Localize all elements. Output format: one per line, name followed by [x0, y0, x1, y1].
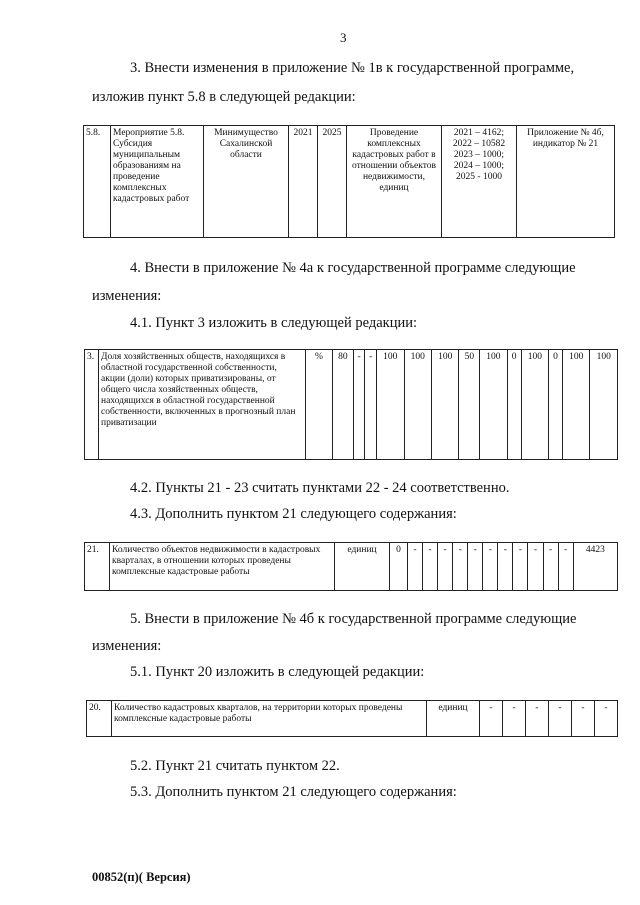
cell-v10: 100 [521, 350, 548, 460]
table-5-8 [83, 125, 615, 238]
cell-name: Доля хозяйственных обществ, находящихся в областной государственной собственности, акции (доли) которых приватизированы, от общего числа хозяйственных обществ, находящихся в областной государственной собственности, включенных в прогнозный план приватизации [99, 350, 306, 460]
cell-v7: - [483, 543, 498, 591]
section4-sub3: 4.3. Дополнить пунктом 21 следующего содержания: [130, 506, 457, 522]
cell-year-start: 2021 [289, 126, 318, 238]
cell-v12: 100 [562, 350, 589, 460]
section5-line2: изменения: [92, 638, 162, 654]
section5-sub3: 5.3. Дополнить пунктом 21 следующего содержания: [130, 784, 457, 800]
cell-v4: 100 [377, 350, 404, 460]
cell-v8: 100 [480, 350, 507, 460]
cell-v9: 0 [507, 350, 521, 460]
section5-line1: 5. Внести в приложение № 4б к государственной программе следующие [130, 611, 577, 627]
section3-line2: изложив пункт 5.8 в следующей редакции: [92, 89, 356, 105]
cell-v12: - [558, 543, 573, 591]
section4-line2: изменения: [92, 288, 162, 304]
cell-num: 3. [85, 350, 99, 460]
cell-v1: - [480, 701, 503, 737]
cell-v5: 100 [404, 350, 431, 460]
cell-unit: единиц [335, 543, 390, 591]
cell-result: Проведение комплексных кадастровых работ в отношении объектов недвижимости, единиц [347, 126, 442, 238]
cell-v13: 4423 [573, 543, 617, 591]
cell-v2: - [407, 543, 422, 591]
cell-v5: - [453, 543, 468, 591]
section4-sub2: 4.2. Пункты 21 - 23 считать пунктами 22 - 24 соответственно. [130, 480, 510, 496]
section5-sub2: 5.2. Пункт 21 считать пунктом 22. [130, 758, 340, 774]
cell-v8: - [498, 543, 513, 591]
cell-v6: - [595, 701, 618, 737]
cell-link: Приложение № 4б, индикатор № 21 [517, 126, 615, 238]
cell-v7: 50 [459, 350, 480, 460]
cell-executor: Минимущество Сахалинской области [204, 126, 289, 238]
section5-sub1: 5.1. Пункт 20 изложить в следующей редакции: [130, 664, 425, 680]
cell-v3: - [365, 350, 377, 460]
cell-num: 5.8. [84, 126, 111, 238]
cell-v10: - [528, 543, 543, 591]
cell-v2: - [503, 701, 526, 737]
cell-name: Мероприятие 5.8. Субсидия муниципальным образованиям на проведение комплексных кадастровых работ [111, 126, 204, 238]
section4-sub1: 4.1. Пункт 3 изложить в следующей редакции: [130, 315, 418, 331]
cell-v11: 0 [549, 350, 563, 460]
cell-values: 2021 – 4162; 2022 – 10582 2023 – 1000; 2024 – 1000; 2025 - 1000 [442, 126, 517, 238]
cell-v3: - [423, 543, 438, 591]
table-4a-item3 [84, 349, 618, 460]
cell-v11: - [543, 543, 558, 591]
cell-v4: - [438, 543, 453, 591]
section3-line1: 3. Внести изменения в приложение № 1в к государственной программе, [130, 60, 575, 76]
cell-v13: 100 [590, 350, 618, 460]
cell-num: 21. [85, 543, 110, 591]
table-4a-item21 [84, 542, 618, 591]
page-number: 3 [340, 30, 347, 45]
section4-line1: 4. Внести в приложение № 4а к государственной программе следующие [130, 260, 576, 276]
cell-v9: - [513, 543, 528, 591]
cell-v1: 0 [390, 543, 408, 591]
table-4b-item20 [86, 700, 618, 737]
cell-v4: - [549, 701, 572, 737]
cell-unit: единиц [427, 701, 480, 737]
cell-unit: % [306, 350, 333, 460]
cell-v3: - [526, 701, 549, 737]
cell-num: 20. [87, 701, 112, 737]
cell-v5: - [572, 701, 595, 737]
cell-v6: - [468, 543, 483, 591]
footer-code: 00852(п)( Версия) [92, 870, 191, 884]
cell-v2: - [353, 350, 365, 460]
cell-year-end: 2025 [318, 126, 347, 238]
cell-v1: 80 [333, 350, 354, 460]
cell-name: Количество объектов недвижимости в кадастровых кварталах, в отношении которых проведены комплексные кадастровые работы [110, 543, 335, 591]
cell-v6: 100 [431, 350, 458, 460]
cell-name: Количество кадастровых кварталов, на территории которых проведены комплексные кадастровые работы [112, 701, 427, 737]
